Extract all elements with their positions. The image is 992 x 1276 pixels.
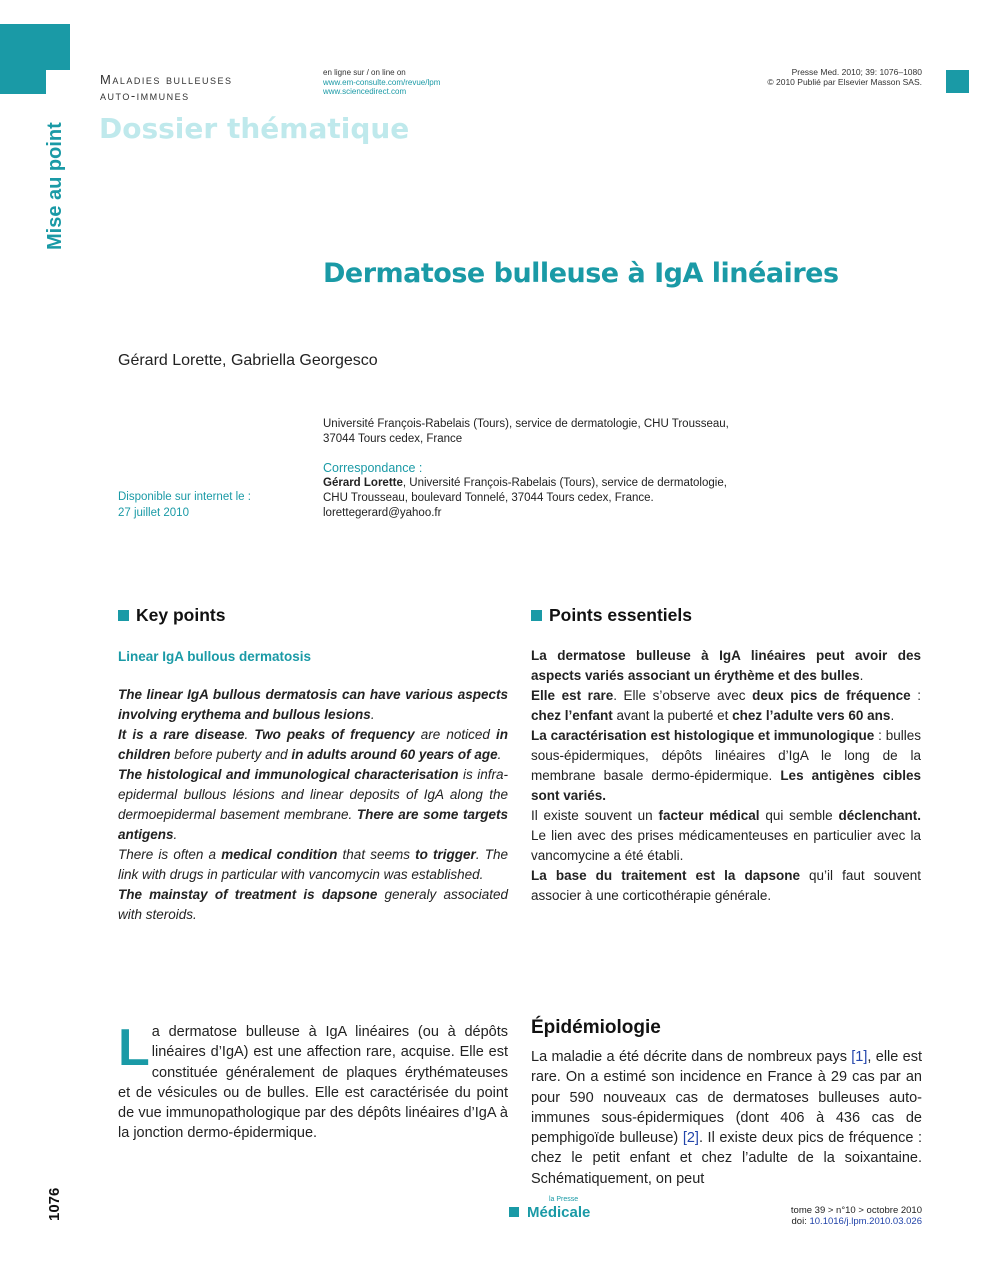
online-info (323, 68, 440, 97)
online-link-emconsulte[interactable]: www.em-consulte.com/revue/lpm (323, 77, 441, 87)
epidemiologie-heading: Épidémiologie (531, 1017, 661, 1038)
logo-square-icon (509, 1207, 519, 1217)
footer-doi: doi: 10.1016/j.lpm.2010.03.026 (791, 1215, 922, 1227)
online-link-sciencedirect[interactable]: www.sciencedirect.com (323, 87, 407, 96)
square-bullet-icon (118, 610, 129, 621)
availability-value: 27 juillet 2010 (118, 506, 189, 519)
affiliation-line1: Université François-Rabelais (Tours), service de dermatologie, CHU Trousseau, (323, 418, 729, 430)
key-point-2: It is a rare disease. Two peaks of frequency are noticed in children before puberty and in adults around 60 years of age. (118, 727, 508, 762)
epidemiologie-body: La maladie a été décrite dans de nombreux pays [1], elle est rare. On a estimé son incidence en France à 29 cas par an pour 590 nouveaux cas de dermatoses bulleuses auto-immunes sous-épidermiques (dont 406 à 436 cas de pemphigoïde bulleuse) [2]. Il existe deux pics de fréquence : chez le petit enfant et chez l’adulte de la soixantaine. Schématiquement, on peut (531, 1049, 923, 1187)
point-essentiel-4: Il existe souvent un facteur médical qui semble déclenchant. Le lien avec des prises médicamenteuses en particulier avec la vancomycine a été établi. (531, 808, 921, 863)
affiliation-line2: 37044 Tours cedex, France (323, 433, 463, 445)
intro-paragraph (118, 1019, 508, 1144)
side-label-text: Mise au point (44, 122, 66, 250)
point-essentiel-1: La dermatose bulleuse à IgA linéaires peut avoir des aspects variés associant un érythème et des bulles. (531, 648, 921, 683)
points-essentiels-heading (531, 605, 692, 626)
drop-cap: L (118, 1019, 150, 1077)
authors: Gérard Lorette, Gabriella Georgesco (118, 352, 378, 369)
point-essentiel-5: La base du traitement est la dapsone qu’il faut souvent associer à une corticothérapie générale. (531, 868, 921, 903)
logo-text (527, 1196, 590, 1221)
online-prefix: en ligne sur / on line on (323, 68, 406, 77)
section-label-line1: Maladies bulleuses (100, 72, 233, 87)
side-section-label (40, 118, 76, 258)
page-number-text: 1076 (46, 1187, 63, 1221)
reference-link-2[interactable]: [2] (682, 1130, 699, 1147)
point-essentiel-3: La caractérisation est histologique et immunologique : bulles sous-épidermiques, dépôts linéaires d’IgA le long de la membrane basale dermo-épidermique. Les antigènes cibles sont variés. (531, 728, 921, 803)
reference-link-1[interactable]: [1] (851, 1049, 868, 1065)
correspondance-line2: CHU Trousseau, boulevard Tonnelé, 37044 Tours cedex, France. (323, 492, 654, 504)
citation-line1: Presse Med. 2010; 39: 1076–1080 (791, 67, 922, 77)
key-points-body (118, 685, 508, 925)
points-essentiels-title: Points essentiels (549, 605, 692, 625)
citation (767, 68, 922, 87)
header-square-decoration (946, 70, 969, 93)
citation-line2: © 2010 Publié par Elsevier Masson SAS. (767, 76, 922, 87)
points-essentiels-body (531, 646, 921, 906)
section-label-line2: auto-immunes (100, 88, 190, 103)
key-points-subtitle: Linear IgA bullous dermatosis (118, 649, 312, 664)
article-title: Dermatose bulleuse à IgA linéaires (323, 258, 839, 289)
key-point-3: The histological and immunological characterisation is infra-epidermal bullous lésions and linear deposits of IgA along the dermoepidermal basement membrane. There are some targets antigens. (118, 767, 508, 842)
key-point-5: The mainstay of treatment is dapsone generaly associated with steroids. (118, 887, 509, 922)
key-point-4: There is often a medical condition that seems to trigger. The link with drugs in particular with vancomycin was established. (118, 847, 509, 882)
correspondance-body (323, 476, 727, 521)
correspondance-heading: Correspondance : (323, 461, 423, 475)
doi-link[interactable]: 10.1016/j.lpm.2010.03.026 (809, 1215, 922, 1227)
key-points-title: Key points (136, 605, 226, 625)
point-essentiel-2: Elle est rare. Elle s’observe avec deux pics de fréquence : chez l’enfant avant la puberté et chez l’adulte vers 60 ans. (531, 688, 921, 723)
affiliation (323, 417, 729, 447)
correspondance-email[interactable]: lorettegerard@yahoo.fr (323, 507, 442, 519)
intro-text: a dermatose bulleuse à IgA linéaires (ou à dépôts linéaires d’IgA) est une affection rare, acquise. Elle est constituée généralement de plaques érythémateuses et de vésicules ou de bulles. Elle est caractérisée du point de vue immunopathologique par des dépôts linéaires d’IgA à la jonction dermo-épidermique. (118, 1024, 508, 1142)
journal-logo (509, 1196, 590, 1221)
availability-label: Disponible sur internet le : (118, 491, 251, 503)
square-bullet-icon (531, 610, 542, 621)
correspondance-name: Gérard Lorette (323, 477, 403, 489)
corner-notch (46, 70, 70, 94)
availability-date (118, 490, 251, 521)
correspondance-line1: , Université François-Rabelais (Tours), service de dermatologie, (402, 477, 727, 489)
logo-small-text: la Presse (549, 1196, 579, 1203)
logo-big-text: Médicale (527, 1204, 591, 1221)
page-number (46, 1185, 70, 1225)
section-label (100, 72, 232, 104)
footer-info (791, 1206, 922, 1227)
key-points-heading (118, 605, 225, 626)
dossier-heading: Dossier thématique (99, 112, 410, 145)
footer-issue: tome 39 > n°10 > octobre 2010 (790, 1205, 922, 1216)
key-point-1: The linear IgA bullous dermatosis can have various aspects involving erythema and bullous lesions. (118, 687, 508, 722)
